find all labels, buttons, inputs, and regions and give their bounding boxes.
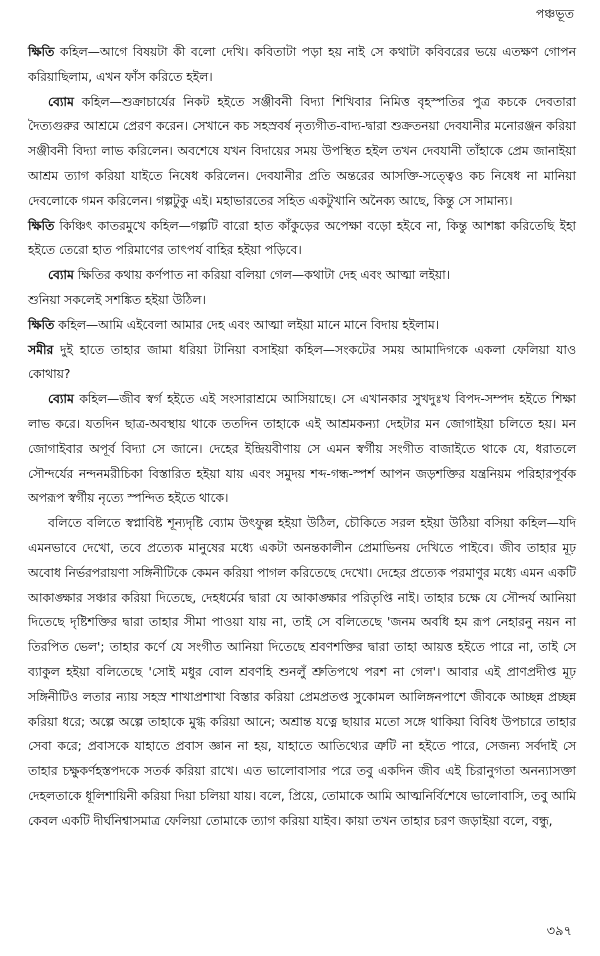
speaker-name: ক্ষিতি — [28, 45, 55, 59]
paragraph-text: কহিল—শুক্রাচার্যের নিকট হইতে সঞ্জীবনী বিদ্যা শিখিবার নিমিত্ত বৃহস্পতির পুত্র কচকে দেবতারা দৈত্যগুরুর আশ্রমে প্রেরণ করেন। সেখানে কচ সহস্রবর্ষ নৃত্যগীত-বাদ্য-দ্বারা শুক্রতনয়া দেবযানীর মনোরঞ্জন করিয়া সঞ্জীবনী বিদ্যা লাভ করিলেন। অবশেষে যখন বিদায়ের সময় উপস্থিত হইল তখন দেবযানী তাঁহাকে প্রেম জানাইয়া আশ্রম ত্যাগ করিয়া যাইতে নিষেধ করিলেন। দেবযানীর প্রতি অন্তরের আসক্তি-সত্ত্বেও কচ নিষেধ না মানিয়া দেবলোকে গমন করিলেন। গল্পটুকু এই। মহাভারতের সহিত একটুখানি অনৈক্য আছে, কিন্তু সে সামান্য। — [28, 94, 576, 208]
paragraph-text: কহিল—জীব স্বর্গ হইতে এই সংসারাশ্রমে আসিয়াছে। সে এখানকার সুখদুঃখ বিপদ-সম্পদ হইতে শিক্ষা লাভ করে। যতদিন ছাত্র-অবস্থায় থাকে ততদিন তাহাকে এই আশ্রমকন্যা দেহটার মন জোগাইয়া চলিতে হয়। মন জোগাইবার অপূর্ব বিদ্যা সে জানে। দেহের ইন্দ্রিয়বীণায় সে এমন স্বর্গীয় সংগীত বাজাইতে থাকে যে, ধরাতলে সৌন্দর্যের নন্দনমরীচিকা বিস্তারিত হইয়া যায় এবং সমুদয় শব্দ-গন্ধ-স্পর্শ আপন জড়শক্তির যন্ত্রনিয়ম পরিহারপূর্বক অপরূপ স্বর্গীয় নৃত্যে স্পন্দিত হইতে থাকে। — [28, 392, 577, 506]
paragraph-5 — [28, 288, 576, 313]
paragraph-text: ক্ষিতির কথায় কর্ণপাত না করিয়া বলিয়া গেল—কথাটা দেহ এবং আত্মা লইয়া। — [73, 268, 451, 283]
paragraph-9 — [28, 511, 576, 833]
paragraph-text: কিঞ্চিৎ কাতরমুখে কহিল—গল্পটি বারো হাত কাঁকুড়ের অপেক্ষা বড়ো হইবে না, কিন্তু আশঙ্কা করিতেছি ইহা হইতে তেরো হাত পরিমাণের তাৎপর্য বাহির হইয়া পড়িবে। — [28, 218, 576, 258]
speaker-name: ব্যোম — [48, 392, 74, 407]
speaker-name: সমীর — [28, 342, 54, 357]
paragraph-4 — [28, 263, 576, 288]
speaker-name: ক্ষিতি — [28, 218, 55, 233]
paragraph-6 — [28, 313, 576, 338]
speaker-name: ব্যোম — [48, 94, 74, 109]
paragraph-1 — [28, 40, 576, 90]
paragraph-text: শুনিয়া সকলেই সশঙ্কিত হইয়া উঠিল। — [28, 292, 206, 307]
paragraph-7 — [28, 338, 576, 388]
paragraph-text: কহিল—আমি এইবেলা আমার দেহ এবং আত্মা লইয়া মানে মানে বিদায় হইলাম। — [54, 317, 440, 332]
running-head: পঞ্চভূত — [535, 6, 574, 21]
paragraph-text: দুই হাতে তাহার জামা ধরিয়া টানিয়া বসাইয়া কহিল—সংকটের সময় আমাদিগকে একলা ফেলিয়া যাও কোথায়? — [28, 342, 576, 382]
body-text — [28, 40, 576, 834]
page-number: ৩৯৭ — [546, 924, 572, 939]
paragraph-8 — [28, 387, 576, 511]
speaker-name: ক্ষিতি — [28, 317, 55, 332]
paragraph-3 — [28, 214, 576, 264]
paragraph-text: কহিল—আগে বিষয়টা কী বলো দেখি। কবিতাটা পড়া হয় নাই সে কথাটা কবিবরের ভয়ে এতক্ষণ গোপন করিয়াছিলাম, এখন ফাঁস করিতে হইল। — [28, 45, 576, 84]
paragraph-text: বলিতে বলিতে স্বপ্নাবিষ্ট শূন্যদৃষ্টি ব্যোম উৎফুল্ল হইয়া উঠিল, চৌকিতে সরল হইয়া উঠিয়া বসিয়া কহিল—যদি এমনভাবে দেখো, তবে প্রত্যেক মানুষের মধ্যে একটা অনন্তকালীন প্রেমাভিনয় দেখিতে পাইবে। জীব তাহার মূঢ় অবোধ নির্ভরপরায়ণা সঙ্গিনীটিকে কেমন করিয়া পাগল করিতেছে দেখো। দেহের প্রত্যেক পরমাণুর মধ্যে এমন একটি আকাঙ্ক্ষার সঞ্চার করিয়া দিতেছে, দেহধর্মের দ্বারা যে আকাঙ্ক্ষার পরিতৃপ্তি নাই। তাহার চক্ষে যে সৌন্দর্য আনিয়া দিতেছে দৃষ্টিশক্তির দ্বারা তাহার সীমা পাওয়া যায় না, তাই সে বলিতেছে 'জনম অবধি হম রূপ নেহারনু নয়ন না তিরপিত ভেল'; তাহার কর্ণে যে সংগীত আনিয়া দিতেছে শ্রবণশক্তির দ্বারা তাহা আয়ত্ত হইতে পারে না, তাই সে ব্যাকুল হইয়া বলিতেছে 'সোই মধুর বোল শ্রবণহি শুনলুঁ শ্রুতিপথে পরশ না গেল'। আবার এই প্রাণপ্রদীপ্ত মূঢ় সঙ্গিনীটিও লতার ন্যায় সহস্র শাখাপ্রশাখা বিস্তার করিয়া প্রেমপ্রতপ্ত সুকোমল আলিঙ্গনপাশে জীবকে আচ্ছন্ন প্রচ্ছন্ন করিয়া ধরে; অল্পে অল্পে তাহাকে মুগ্ধ করিয়া আনে; অশ্রান্ত যত্নে ছায়ার মতো সঙ্গে থাকিয়া বিবিধ উপচারে তাহার সেবা করে; প্রবাসকে যাহাতে প্রবাস জ্ঞান না হয়, যাহাতে আতিথ্যের ত্রুটি না হইতে পারে, সেজন্য সর্বদাই সে তাহার চক্ষুকর্ণহস্তপদকে সতর্ক করিয়া রাখে। এত ভালোবাসার পরে তবু একদিন জীব এই চিরানুগতা অনন্যাসক্তা দেহলতাকে ধূলিশায়িনী করিয়া দিয়া চলিয়া যায়। বলে, প্রিয়ে, তোমাকে আমি আত্মনির্বিশেষে ভালোবাসি, তবু আমি কেবল একটি দীর্ঘনিশ্বাসমাত্র ফেলিয়া তোমাকে ত্যাগ করিয়া যাইব। কায়া তখন তাহার চরণ জড়াইয়া বলে, বন্ধু, — [28, 516, 576, 828]
speaker-name: ব্যোম — [48, 268, 74, 283]
paragraph-2 — [28, 90, 576, 214]
